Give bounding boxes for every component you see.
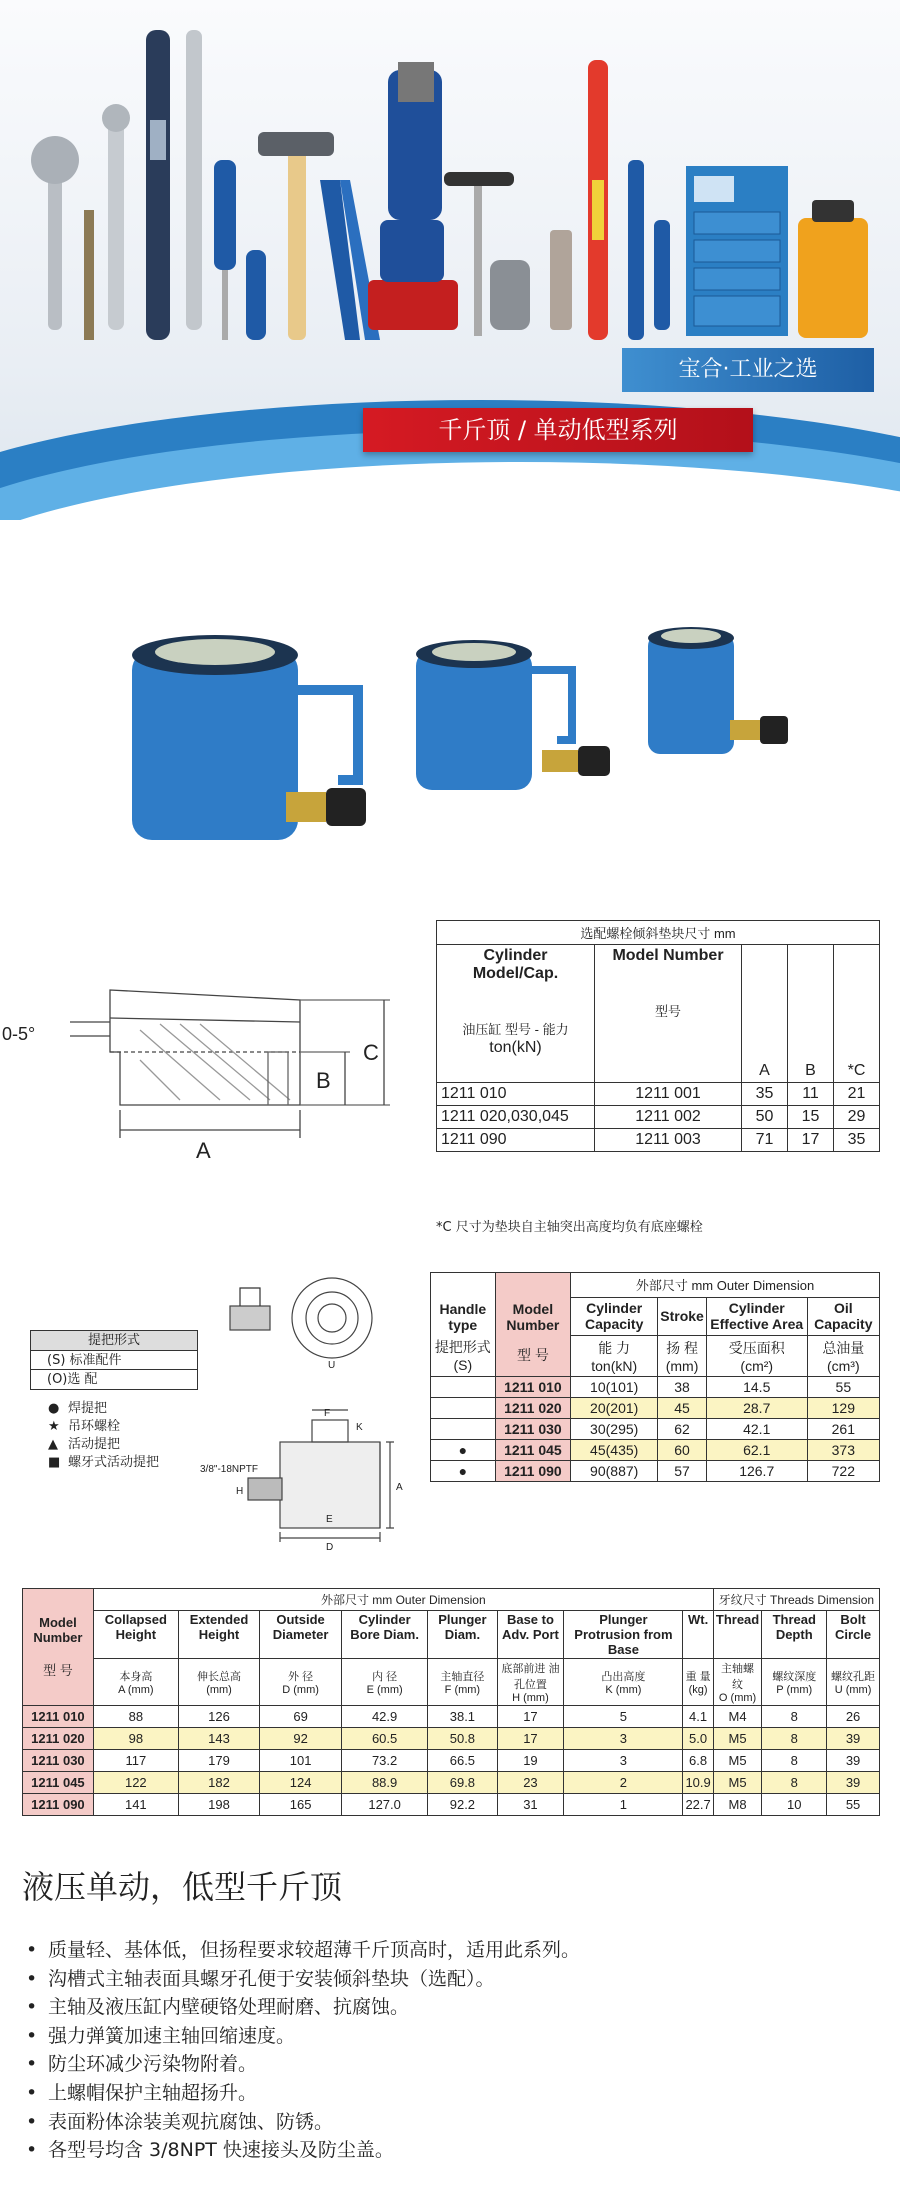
bit-holder-icon	[550, 230, 572, 330]
table2-cell-cap: 45(435)	[571, 1439, 658, 1460]
table3-h-en	[762, 1611, 827, 1659]
legend-item	[48, 1454, 198, 1472]
table2-cell-cap: 10(101)	[571, 1376, 658, 1397]
wedge-block-table	[436, 920, 880, 1152]
bullet-icon: •	[26, 1967, 38, 1990]
table3-row	[23, 1728, 880, 1750]
table3-cell: M5	[713, 1772, 762, 1794]
table3-row	[23, 1706, 880, 1728]
feature-list	[26, 1936, 580, 2165]
table2-cell-model: 1211 030	[495, 1418, 570, 1439]
table2-cell-cap: 20(201)	[571, 1397, 658, 1418]
table3-h-en	[827, 1611, 880, 1659]
table3-cell: 117	[93, 1750, 178, 1772]
legend-opt: (O)选 配	[47, 1372, 98, 1387]
table3-cell: 1	[564, 1794, 683, 1816]
table3-cell: 39	[827, 1728, 880, 1750]
table3-h-cn-text: 伸长总高	[197, 1671, 242, 1683]
table2-cell-stroke: 45	[658, 1397, 707, 1418]
table3-cell: M5	[713, 1728, 762, 1750]
t-handle-icon	[444, 172, 514, 186]
table2-h-area: Cylinder Effective Area	[710, 1300, 804, 1333]
table1-cell-b: 17	[788, 1129, 834, 1152]
feature-item	[26, 2108, 580, 2137]
table1-caption: 选配螺栓倾斜垫块尺寸 mm	[437, 921, 880, 945]
table3-h-en	[260, 1611, 342, 1659]
table3-cell: 22.7	[683, 1794, 713, 1816]
jack-small-icon	[648, 627, 788, 754]
table1-h-cyl-cn: 油压缸 型号 - 能力	[462, 1022, 569, 1037]
legend-item	[48, 1436, 198, 1454]
table1-row	[437, 1106, 880, 1129]
jack-large-icon	[132, 635, 366, 840]
table2-cell-stroke: 57	[658, 1460, 707, 1481]
table3-cell: 17	[497, 1728, 564, 1750]
table1-row	[437, 1129, 880, 1152]
bullet-icon: •	[26, 2024, 38, 2047]
table3-cell: 3	[564, 1728, 683, 1750]
table2-h-model: Model Number	[506, 1301, 560, 1333]
drill-bit-icon	[84, 210, 94, 340]
table3-cell: 26	[827, 1706, 880, 1728]
feature-item	[26, 2050, 580, 2079]
table3-h-unit: F (mm)	[444, 1684, 481, 1696]
table3-h-en	[93, 1611, 178, 1659]
header-banner	[0, 0, 900, 520]
capacity-table	[430, 1272, 880, 1482]
table3-h-cn	[260, 1659, 342, 1706]
table2-row	[431, 1397, 880, 1418]
table3-cell: 127.0	[341, 1794, 427, 1816]
table1-cell-cyl: 1211 020,030,045	[437, 1106, 595, 1129]
table3-cell: 1211 020	[23, 1728, 94, 1750]
jack-medium-icon	[416, 640, 610, 790]
table3-h-cn-text: 外 径	[288, 1671, 314, 1683]
table2-h-handle: Handle type	[439, 1301, 487, 1333]
table3-cell: 60.5	[341, 1728, 427, 1750]
table3-h-unit: E (mm)	[366, 1684, 403, 1696]
table3-cell: 1211 045	[23, 1772, 94, 1794]
table3-threads: 牙纹尺寸 Threads Dimension	[713, 1589, 879, 1611]
table2-cell-oil: 722	[807, 1460, 879, 1481]
table3-h-cn	[178, 1659, 259, 1706]
legend-std: (S) 标准配件	[31, 1351, 197, 1370]
table3-h-unit: A (mm)	[118, 1684, 154, 1696]
legend-symbol: ★	[48, 1419, 60, 1434]
table2-cell-stroke: 60	[658, 1439, 707, 1460]
bullet-icon: •	[26, 2053, 38, 2076]
table1-h-cyl: Cylinder Model/Cap.	[472, 947, 559, 982]
svg-text:H: H	[236, 1486, 244, 1497]
table3-cell: 39	[827, 1772, 880, 1794]
table3-h-en-text: Plunger Diam.	[438, 1612, 487, 1642]
ratchet-wrench-icon	[108, 110, 124, 330]
table1-h-model-cn: 型号	[654, 1004, 681, 1019]
svg-text:K: K	[356, 1422, 363, 1433]
table3-cell: 31	[497, 1794, 564, 1816]
table2-row	[431, 1376, 880, 1397]
dimension-table	[22, 1588, 880, 1816]
table2-cell-handle	[431, 1376, 496, 1397]
table3-h-en-text: Thread	[715, 1612, 760, 1627]
table3-h-unit: U (mm)	[834, 1684, 872, 1696]
table2-h-cap: Cylinder Capacity	[585, 1300, 644, 1333]
table2-h-cap-u: ton(kN)	[591, 1357, 638, 1374]
table3-h-en-text: Thread Depth	[772, 1612, 816, 1642]
table3-h-cn-text: 螺纹孔距	[831, 1671, 876, 1683]
table3-cell: 1211 010	[23, 1706, 94, 1728]
table3-h-cn-text: 主轴直径	[440, 1671, 485, 1683]
table2-cell-oil: 55	[807, 1376, 879, 1397]
table2-h-handle-cn: 提把形式	[434, 1339, 491, 1356]
table1-cell-c: 21	[834, 1083, 880, 1106]
table3-h-unit: P (mm)	[776, 1684, 813, 1696]
table1-cell-model: 1211 001	[595, 1083, 742, 1106]
bullet-icon: •	[26, 1996, 38, 2019]
feature-item	[26, 1993, 580, 2022]
table3-h-cn-text: 内 径	[372, 1671, 398, 1683]
table3-h-model: Model Number	[33, 1615, 83, 1645]
feature-item	[26, 2079, 580, 2108]
table2-cell-model: 1211 090	[495, 1460, 570, 1481]
table3-cell: 1211 030	[23, 1750, 94, 1772]
table3-outer: 外部尺寸 mm Outer Dimension	[93, 1589, 713, 1611]
table3-h-en-text: Collapsed Height	[104, 1612, 167, 1642]
legend-item	[48, 1400, 198, 1418]
table3-cell: 23	[497, 1772, 564, 1794]
table2-cell-model: 1211 010	[495, 1376, 570, 1397]
table3-h-cn-text: 凸出高度	[601, 1671, 646, 1683]
section-heading: 液压单动，低型千斤顶	[22, 1868, 343, 1906]
table3-cell: 182	[178, 1772, 259, 1794]
table3-cell: 92	[260, 1728, 342, 1750]
svg-text:E: E	[326, 1514, 333, 1525]
footnote: *C 尺寸为垫块自主轴突出高度均负有底座螺栓	[436, 1220, 703, 1235]
table3-cell: 69	[260, 1706, 342, 1728]
table3-h-en-text: Wt.	[687, 1612, 709, 1627]
angle-label: 0-5°	[2, 1024, 36, 1044]
feature-item	[26, 2022, 580, 2051]
table3-h-cn	[564, 1659, 683, 1706]
table1-cell-model: 1211 002	[595, 1106, 742, 1129]
handle-legend	[30, 1330, 198, 1472]
table3-h-cn	[497, 1659, 564, 1706]
table3-h-unit: (mm)	[206, 1684, 232, 1696]
table2-cell-area: 62.1	[706, 1439, 807, 1460]
table2-cell-handle	[431, 1397, 496, 1418]
table2-h-stroke-u: (mm)	[665, 1357, 699, 1374]
table3-h-en-text: Base to Adv. Port	[502, 1612, 559, 1642]
table1-h-a: A	[742, 945, 788, 1083]
tool-case-icon	[798, 218, 868, 338]
table2-cell-area: 126.7	[706, 1460, 807, 1481]
table3-row	[23, 1750, 880, 1772]
jack-dimension-drawing	[200, 1270, 426, 1550]
table3-h-en	[683, 1611, 713, 1659]
table3-cell: 179	[178, 1750, 259, 1772]
feature-text: 防尘环减少污染物附着。	[48, 2053, 258, 2076]
product-photo	[0, 600, 900, 860]
table1-h-model: Model Number	[612, 947, 724, 964]
table1-cell-b: 11	[788, 1083, 834, 1106]
table3-h-cn	[428, 1659, 497, 1706]
bullet-icon: •	[26, 2110, 38, 2133]
table3-cell: 143	[178, 1728, 259, 1750]
table2-cell-oil: 261	[807, 1418, 879, 1439]
bullet-icon: •	[26, 2139, 38, 2162]
table3-cell: 1211 090	[23, 1794, 94, 1816]
table3-cell: 8	[762, 1728, 827, 1750]
dim-c-label: C	[363, 1040, 379, 1065]
svg-text:F: F	[324, 1408, 331, 1419]
table3-h-en	[341, 1611, 427, 1659]
table3-cell: 165	[260, 1794, 342, 1816]
feature-text: 表面粉体涂装美观抗腐蚀、防锈。	[48, 2110, 334, 2133]
table1-h-b: B	[788, 945, 834, 1083]
feature-text: 质量轻、基体低，但扬程要求较超薄千斤顶高时，适用此系列。	[48, 1939, 581, 1961]
table2-cell-oil: 373	[807, 1439, 879, 1460]
legend-text: 吊环螺栓	[68, 1419, 121, 1434]
table3-h-cn-text: 主轴螺纹	[721, 1663, 755, 1691]
table2-h-area-cn: 受压面积	[728, 1339, 785, 1356]
table3-cell: 6.8	[683, 1750, 713, 1772]
cutter-icon	[654, 220, 670, 330]
legend-title: 提把形式	[31, 1331, 197, 1351]
table3-h-en	[497, 1611, 564, 1659]
table3-h-cn	[827, 1659, 880, 1706]
table3-cell: 92.2	[428, 1794, 497, 1816]
table1-cell-c: 35	[834, 1129, 880, 1152]
table1-cell-a: 71	[742, 1129, 788, 1152]
legend-text: 螺牙式活动提把	[68, 1455, 160, 1470]
thread-label: 3/8"-18NPTF	[200, 1464, 259, 1475]
table2-h-oil-cn: 总油量	[822, 1339, 865, 1356]
table3-cell: 4.1	[683, 1706, 713, 1728]
table2-cell-handle: ●	[431, 1439, 496, 1460]
table3-row	[23, 1772, 880, 1794]
legend-symbol: ●	[48, 1401, 60, 1416]
table3-cell: 73.2	[341, 1750, 427, 1772]
svg-text:U: U	[328, 1360, 336, 1371]
table3-cell: 126	[178, 1706, 259, 1728]
table3-cell: M5	[713, 1750, 762, 1772]
torque-wrench-icon	[146, 30, 170, 340]
table3-cell: 17	[497, 1706, 564, 1728]
table3-cell: 98	[93, 1728, 178, 1750]
table3-h-cn-text: 底部前进 油孔位置	[501, 1663, 560, 1691]
table3-cell: 69.8	[428, 1772, 497, 1794]
svg-text:A: A	[396, 1482, 403, 1493]
table3-h-en-text: Cylinder Bore Diam.	[350, 1612, 419, 1642]
table3-cell: 10.9	[683, 1772, 713, 1794]
feature-item	[26, 1936, 580, 1965]
table2-h-area-u: (cm²)	[740, 1357, 774, 1374]
table3-h-cn	[683, 1659, 713, 1706]
table1-cell-b: 15	[788, 1106, 834, 1129]
slogan-badge: 宝合·工业之选	[622, 348, 874, 392]
torque-wrench-2-icon	[186, 30, 202, 330]
table3-cell: 8	[762, 1772, 827, 1794]
table2-cell-handle: ●	[431, 1460, 496, 1481]
table3-cell: 3	[564, 1750, 683, 1772]
table1-cell-c: 29	[834, 1106, 880, 1129]
table3-cell: 10	[762, 1794, 827, 1816]
table1-h-ton: ton(kN)	[489, 1039, 542, 1056]
legend-symbol: ■	[48, 1455, 61, 1470]
feature-text: 强力弹簧加速主轴回缩速度。	[48, 2024, 296, 2047]
feature-item	[26, 2136, 580, 2165]
table3-h-cn-text: 重 量	[685, 1671, 711, 1683]
table3-cell: 88	[93, 1706, 178, 1728]
table3-h-en-text: Extended Height	[189, 1612, 249, 1642]
table3-cell: 2	[564, 1772, 683, 1794]
dim-a-label: A	[196, 1138, 211, 1163]
table3-cell: 39	[827, 1750, 880, 1772]
table2-h-stroke: Stroke	[660, 1308, 704, 1325]
table3-cell: 141	[93, 1794, 178, 1816]
table3-h-unit: H (mm)	[512, 1692, 549, 1704]
socket-icon	[490, 260, 530, 330]
table2-cell-cap: 90(887)	[571, 1460, 658, 1481]
table1-cell-a: 35	[742, 1083, 788, 1106]
table3-h-cn	[762, 1659, 827, 1706]
table3-cell: 5.0	[683, 1728, 713, 1750]
svg-text:D: D	[326, 1542, 334, 1550]
legend-item	[48, 1418, 198, 1436]
table2-cell-cap: 30(295)	[571, 1418, 658, 1439]
feature-text: 各型号均含 3/8NPT 快速接头及防尘盖。	[48, 2139, 394, 2162]
legend-text: 焊提把	[68, 1401, 108, 1416]
table3-cell: 101	[260, 1750, 342, 1772]
table3-h-en	[428, 1611, 497, 1659]
table1-cell-a: 50	[742, 1106, 788, 1129]
table3-cell: 88.9	[341, 1772, 427, 1794]
table2-outer: 外部尺寸 mm Outer Dimension	[571, 1273, 880, 1298]
table3-cell: 38.1	[428, 1706, 497, 1728]
table3-h-unit: (kg)	[688, 1684, 708, 1696]
wedge-block-drawing	[0, 960, 420, 1180]
legend-symbol: ▲	[48, 1437, 58, 1452]
table3-h-cn	[713, 1659, 762, 1706]
table2-cell-area: 42.1	[706, 1418, 807, 1439]
table2-cell-area: 28.7	[706, 1397, 807, 1418]
feature-item	[26, 1965, 580, 1994]
table3-cell: 5	[564, 1706, 683, 1728]
table3-h-en-text: Bolt Circle	[834, 1612, 872, 1642]
table2-cell-stroke: 62	[658, 1418, 707, 1439]
screwdriver-2-icon	[246, 250, 266, 340]
pipe-wrench-icon	[628, 160, 644, 340]
table2-h-model-cn: 型 号	[495, 1335, 570, 1376]
table1-cell-model: 1211 003	[595, 1129, 742, 1152]
table2-cell-stroke: 38	[658, 1376, 707, 1397]
table2-h-cap-cn: 能 力	[598, 1339, 631, 1356]
table3-row	[23, 1794, 880, 1816]
table2-h-stroke-cn: 扬 程	[666, 1339, 698, 1356]
table3-h-en-text: Plunger Protrusion from Base	[574, 1612, 673, 1657]
table3-cell: 66.5	[428, 1750, 497, 1772]
screwdriver-icon	[214, 160, 236, 270]
table3-h-model-cn: 型 号	[43, 1663, 73, 1678]
table1-cell-cyl: 1211 090	[437, 1129, 595, 1152]
tools-illustration	[0, 0, 900, 360]
table2-cell-area: 14.5	[706, 1376, 807, 1397]
table3-cell: 8	[762, 1706, 827, 1728]
table3-h-cn	[93, 1659, 178, 1706]
table2-row	[431, 1460, 880, 1481]
table3-h-en	[564, 1611, 683, 1659]
table3-cell: M8	[713, 1794, 762, 1816]
table3-cell: 122	[93, 1772, 178, 1794]
feature-text: 上螺帽保护主轴超扬升。	[48, 2081, 258, 2104]
table3-h-cn-text: 本身高	[119, 1671, 153, 1683]
table1-h-c: *C	[834, 945, 880, 1083]
table3-h-unit: O (mm)	[718, 1692, 757, 1704]
table3-cell: 55	[827, 1794, 880, 1816]
dim-b-label: B	[316, 1068, 331, 1093]
table2-row	[431, 1439, 880, 1460]
table3-h-en	[178, 1611, 259, 1659]
table3-h-unit: K (mm)	[605, 1684, 642, 1696]
series-title: 千斤顶 / 单动低型系列	[363, 408, 753, 452]
table3-cell: 50.8	[428, 1728, 497, 1750]
table3-cell: M4	[713, 1706, 762, 1728]
table2-h-oil: Oil Capacity	[814, 1300, 873, 1333]
table3-h-cn	[341, 1659, 427, 1706]
feature-text: 主轴及液压缸内壁硬铬处理耐磨、抗腐蚀。	[48, 1996, 410, 2019]
table2-cell-model: 1211 020	[495, 1397, 570, 1418]
table3-h-en	[713, 1611, 762, 1659]
table2-cell-model: 1211 045	[495, 1439, 570, 1460]
table1-row	[437, 1083, 880, 1106]
table3-cell: 42.9	[341, 1706, 427, 1728]
table3-cell: 198	[178, 1794, 259, 1816]
table3-cell: 8	[762, 1750, 827, 1772]
hammer-icon	[288, 150, 306, 340]
table3-cell: 19	[497, 1750, 564, 1772]
table2-h-handle-unit: (S)	[453, 1357, 473, 1374]
feature-text: 沟槽式主轴表面具螺牙孔便于安装倾斜垫块（选配）。	[48, 1967, 495, 1990]
table3-cell: 124	[260, 1772, 342, 1794]
legend-text: 活动提把	[68, 1437, 121, 1452]
table2-cell-oil: 129	[807, 1397, 879, 1418]
table3-h-cn-text: 螺纹深度	[772, 1671, 817, 1683]
table2-cell-handle	[431, 1418, 496, 1439]
table2-h-oil-u: (cm³)	[826, 1357, 860, 1374]
bullet-icon: •	[26, 2081, 38, 2104]
table2-row	[431, 1418, 880, 1439]
table3-h-unit: D (mm)	[282, 1684, 319, 1696]
bullet-icon: •	[26, 1939, 38, 1961]
table3-h-en-text: Outside Diameter	[272, 1612, 329, 1642]
table1-cell-cyl: 1211 010	[437, 1083, 595, 1106]
